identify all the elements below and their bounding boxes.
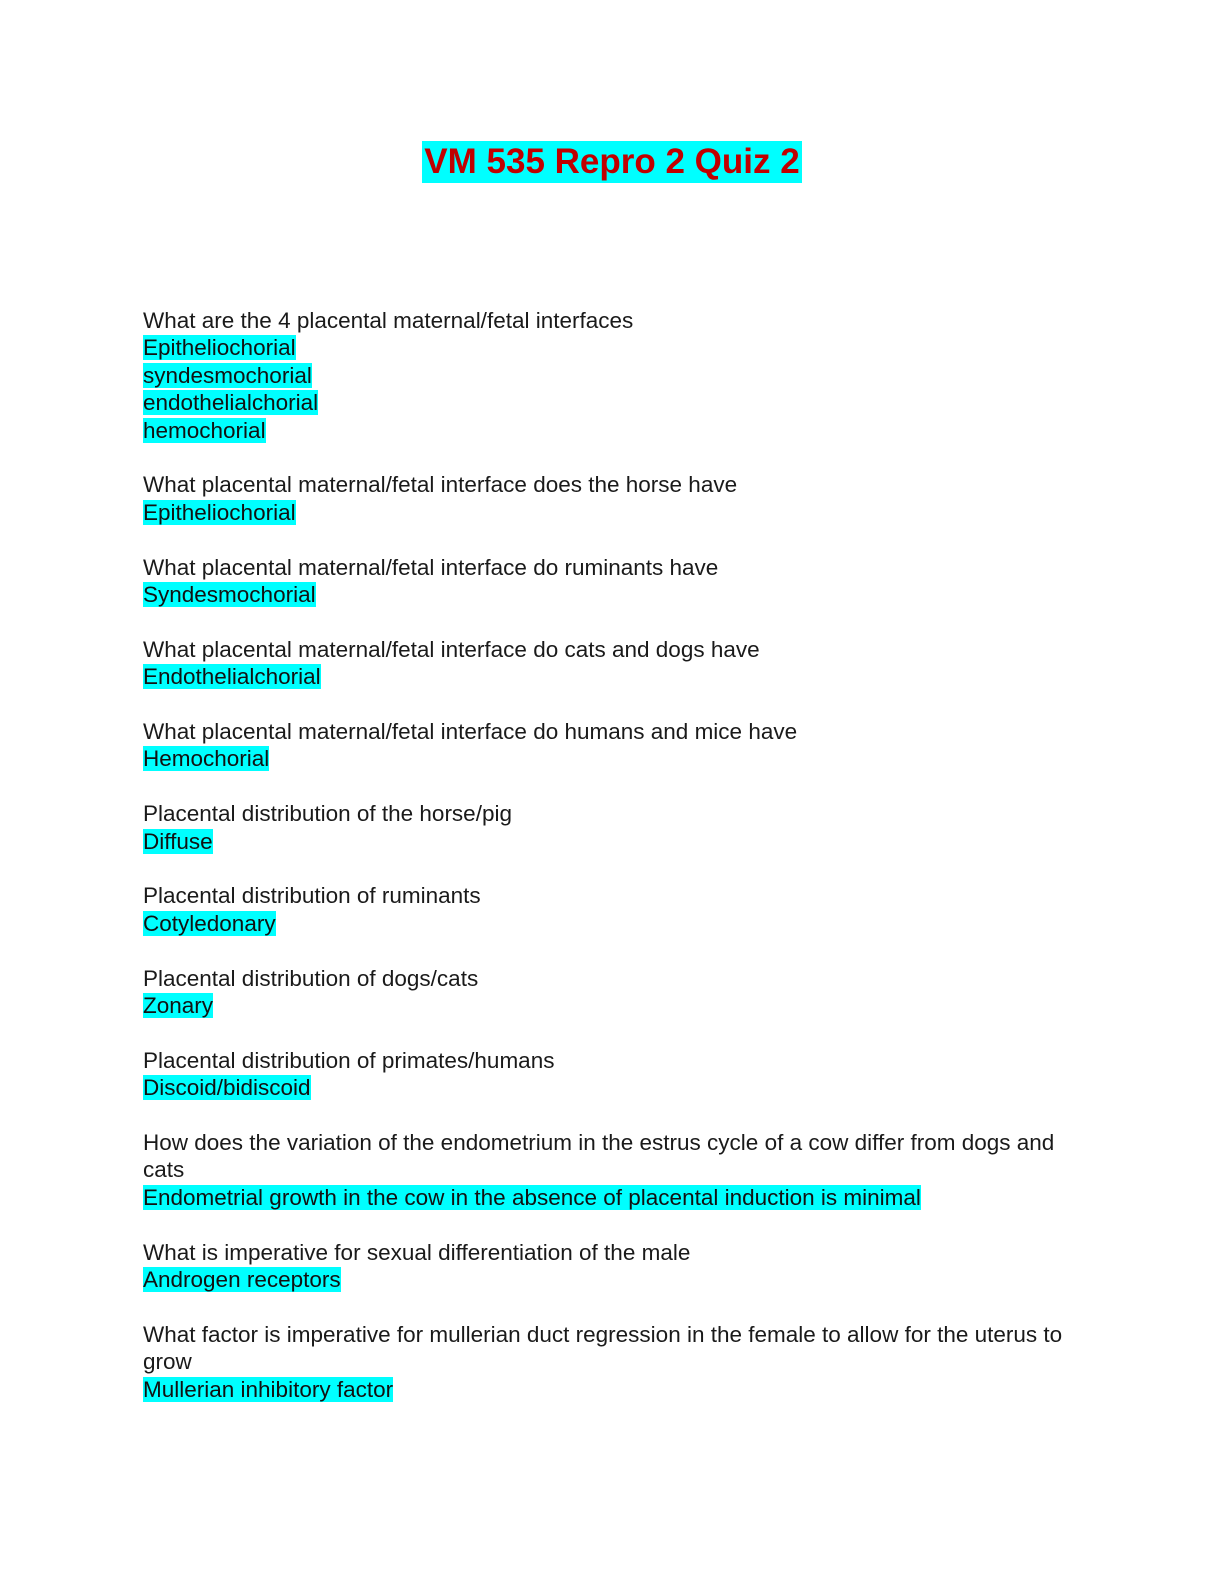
answer-highlight: Zonary [143,993,214,1019]
question-text: What factor is imperative for mullerian duct regression in the female to allow for the uterus to grow [143,1321,1063,1375]
answer-line [143,828,1083,855]
document-title: VM 535 Repro 2 Quiz 2 [424,142,800,181]
answer-highlight: Cotyledonary [143,910,276,936]
answer-line [143,1376,1083,1403]
answer-highlight: Endometrial growth in the cow in the absence of placental induction is minimal [143,1184,921,1210]
quiz-content [143,307,1083,1430]
qa-item [143,471,1083,526]
answer-line [143,499,1083,526]
question-text: What placental maternal/fetal interface do cats and dogs have [143,636,760,662]
answer-line [143,910,1083,937]
question-text: What are the 4 placental maternal/fetal interfaces [143,308,634,333]
title-area [0,141,1224,183]
answer-highlight: Hemochorial [143,746,270,772]
answer-highlight: hemochorial [143,417,266,443]
qa-item [143,800,1083,855]
answer-highlight: Discoid/bidiscoid [143,1075,311,1101]
answer-highlight: Endothelialchorial [143,664,321,690]
answer-line [143,1266,1083,1293]
answer-highlight: syndesmochorial [143,362,312,388]
question-text: What placental maternal/fetal interface does the horse have [143,472,738,498]
qa-item [143,965,1083,1020]
answer-line [143,745,1083,772]
question-text: Placental distribution of dogs/cats [143,965,479,991]
qa-item [143,1321,1083,1403]
answer-highlight: Syndesmochorial [143,582,316,608]
qa-item [143,636,1083,691]
answer-line [143,663,1083,690]
answer-highlight: endothelialchorial [143,390,319,416]
question-text: What placental maternal/fetal interface do humans and mice have [143,719,798,745]
question-text: Placental distribution of ruminants [143,883,481,909]
qa-item [143,1239,1083,1294]
qa-item [143,1129,1083,1211]
qa-item [143,882,1083,937]
question-text: What placental maternal/fetal interface do ruminants have [143,554,719,580]
qa-item [143,718,1083,773]
question-text: What is imperative for sexual differentiation of the male [143,1239,691,1265]
qa-item [143,1047,1083,1102]
answer-line [143,992,1083,1019]
answer-line [143,1184,1083,1211]
answer-line [143,389,1083,416]
answer-highlight: Mullerian inhibitory factor [143,1376,394,1402]
question-text: Placental distribution of primates/humans [143,1047,555,1073]
answer-line [143,334,1083,361]
answer-highlight: Epitheliochorial [143,335,296,361]
qa-item [143,307,1083,444]
answer-line [143,581,1083,608]
answer-line [143,417,1083,444]
answer-highlight: Androgen receptors [143,1267,341,1293]
answer-highlight: Diffuse [143,828,213,854]
answer-highlight: Epitheliochorial [143,499,296,525]
question-text: How does the variation of the endometrium in the estrus cycle of a cow differ from dogs and cats [143,1130,1055,1183]
qa-item [143,554,1083,609]
answer-line [143,362,1083,389]
question-text: Placental distribution of the horse/pig [143,801,512,827]
answer-line [143,1074,1083,1101]
